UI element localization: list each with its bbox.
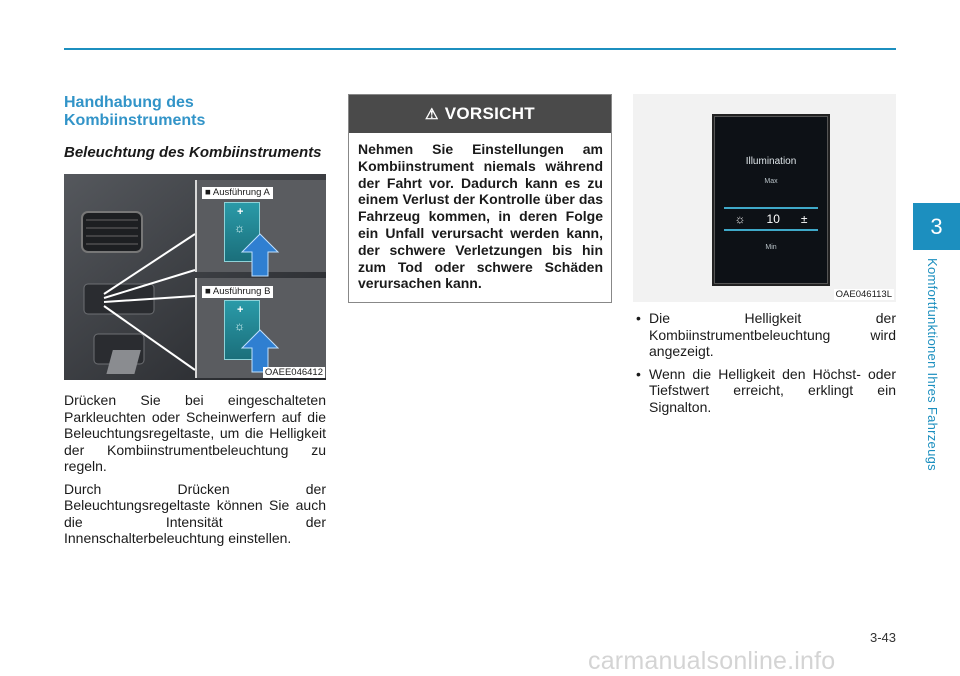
screen-title: Illumination bbox=[745, 156, 797, 167]
chapter-tab bbox=[913, 203, 960, 250]
chapter-number: 3 bbox=[930, 213, 943, 239]
label-version-b: ■ Ausführung B bbox=[202, 286, 273, 298]
arrow-up-icon bbox=[240, 232, 280, 278]
page-number: 3-43 bbox=[869, 630, 896, 645]
list-item: • Die Helligkeit der Kombiinstrumentbeleuchtung wird angezeigt. bbox=[636, 310, 896, 359]
paragraph-1: Drücken Sie bei eingeschalteten Parkleuchten oder Scheinwerfern auf die Beleuchtungsregeltaste, um die Helligkeit der Kombiinstrumentbeleuchtung zu regeln. bbox=[64, 392, 326, 474]
dashboard-figure bbox=[64, 174, 326, 380]
paragraph-2: Durch Drücken der Beleuchtungsregeltaste können Sie auch die Intensität der Innenschalterbeleuchtung einstellen. bbox=[64, 480, 326, 546]
left-column bbox=[64, 94, 326, 553]
brightness-row bbox=[724, 207, 818, 231]
figure-code: OAEE046412 bbox=[264, 367, 323, 378]
plus-icon: + bbox=[237, 206, 244, 218]
chapter-title: Komfortfunktionen Ihres Fahrzeugs bbox=[925, 258, 940, 471]
brightness-value: 10 bbox=[766, 212, 780, 226]
section-subheading: Beleuchtung des Kombiinstruments bbox=[64, 144, 322, 161]
list-item: • Wenn die Helligkeit den Höchst- oder Tiefstwert erreicht, erklingt ein Signalton. bbox=[636, 365, 896, 415]
figure-code: OAE046113L bbox=[835, 289, 892, 300]
plus-minus-icon: ± bbox=[800, 212, 808, 226]
illumination-icon: ☼ bbox=[234, 221, 245, 235]
cluster-screen bbox=[712, 114, 830, 286]
plus-icon: + bbox=[237, 304, 244, 316]
bullet-list bbox=[633, 310, 896, 415]
illumination-icon: ☼ bbox=[234, 319, 245, 333]
top-rule bbox=[64, 48, 896, 50]
max-label: Max bbox=[764, 178, 778, 185]
cluster-display-figure bbox=[633, 94, 896, 302]
caution-text: Nehmen Sie Einstellungen am Kombiinstrument niemals während der Fahrt vor. Dadurch kann es zu einem Verlust der Kontrolle über das Fahrzeug kommen, in deren Folge ein Unfall verursacht werden kann, der schwere Verletzungen bis hin zum Tod oder schwere Schäden verursachen kann. bbox=[358, 141, 603, 292]
illumination-icon: ☼ bbox=[734, 212, 746, 226]
right-column bbox=[633, 94, 896, 421]
section-heading: Handhabung des Kombiinstruments bbox=[64, 94, 206, 129]
caution-header bbox=[349, 95, 611, 133]
caution-box bbox=[348, 94, 612, 303]
caution-title: VORSICHT bbox=[444, 104, 535, 123]
watermark: carmanualsonline.info bbox=[588, 647, 836, 675]
label-version-a: ■ Ausführung A bbox=[202, 187, 273, 199]
min-label: Min bbox=[765, 244, 777, 251]
warning-triangle-icon: ⚠ bbox=[425, 106, 439, 123]
